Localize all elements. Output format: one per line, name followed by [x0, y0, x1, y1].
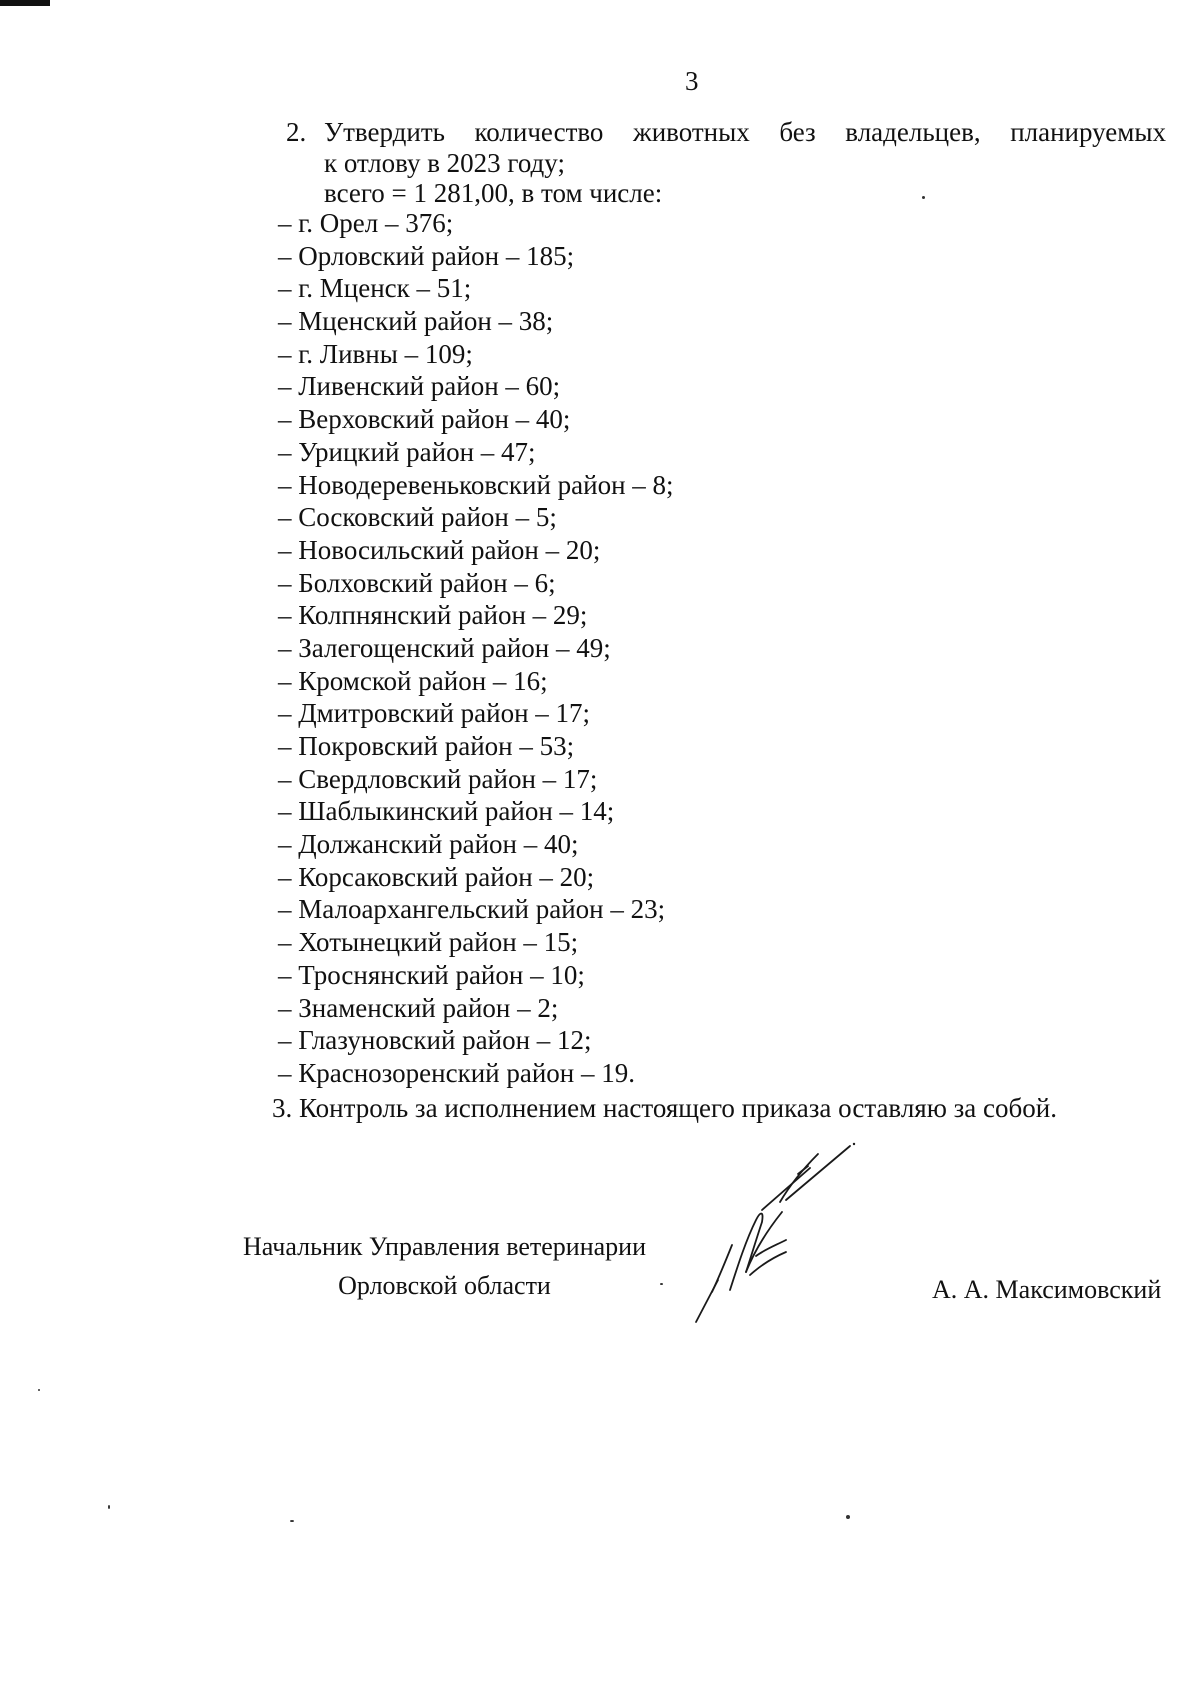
list-item: – Троснянский район – 10;: [278, 959, 585, 990]
handwritten-signature: [690, 1140, 930, 1330]
position-line-1: Начальник Управления ветеринарии: [243, 1232, 646, 1261]
list-item: – Урицкий район – 47;: [278, 436, 536, 467]
list-item: – г. Мценск – 51;: [278, 273, 472, 304]
list-item: – Знаменский район – 2;: [278, 992, 559, 1023]
list-item: – Орловский район – 185;: [278, 240, 575, 271]
page-number: 3: [685, 66, 699, 96]
list-item: – Дмитровский район – 17;: [278, 698, 591, 729]
list-item: – Колпнянский район – 29;: [278, 600, 588, 631]
item2-continuation-line: к отлову в 2023 году;: [324, 148, 565, 178]
list-item: – Глазуновский район – 12;: [278, 1025, 592, 1056]
list-item: – Мценский район – 38;: [278, 306, 554, 337]
list-item: – Хотынецкий район – 15;: [278, 927, 579, 958]
scan-speck: [290, 1520, 294, 1522]
list-item: – Корсаковский район – 20;: [278, 861, 595, 892]
list-item: – Болховский район – 6;: [278, 567, 556, 598]
item2-number: 2.: [286, 117, 307, 147]
scan-speck: [38, 1389, 40, 1391]
list-item: – Должанский район – 40;: [278, 829, 579, 860]
list-item: – Покровский район – 53;: [278, 731, 575, 761]
item3-paragraph: 3. Контроль за исполнением настоящего приказа оставляю за собой.: [272, 1093, 1057, 1123]
scan-speck: [660, 1283, 663, 1285]
list-item: – Новодеревеньковский район – 8;: [278, 469, 674, 500]
list-item: – Залегощенский район – 49;: [278, 632, 611, 663]
list-item: – г. Орел – 376;: [278, 208, 454, 238]
signer-name: А. А. Максимовский: [932, 1275, 1162, 1304]
item2-heading-text: Утвердить количество животных без владельцев, планируемых: [324, 117, 1166, 147]
list-item: – Свердловский район – 17;: [278, 763, 598, 794]
list-item: – г. Ливны – 109;: [278, 338, 473, 369]
position-line-2: Орловской области: [338, 1271, 551, 1300]
list-item: – Кромской район – 16;: [278, 665, 548, 696]
scan-speck: [108, 1505, 110, 1509]
list-item: – Краснозоренский район – 19.: [278, 1057, 635, 1088]
item2-heading-line: [286, 117, 1166, 148]
list-item: – Шаблыкинский район – 14;: [278, 796, 615, 827]
district-list: [278, 207, 674, 1090]
signatory-position: [222, 1227, 667, 1305]
list-item: – Новосильский район – 20;: [278, 534, 601, 565]
list-item: – Малоархангельский район – 23;: [278, 894, 666, 925]
list-item: – Верховский район – 40;: [278, 404, 571, 435]
list-item: – Сосковский район – 5;: [278, 502, 557, 533]
item2-total-line: всего = 1 281,00, в том числе:: [324, 178, 663, 208]
scan-speck: [846, 1515, 850, 1519]
scan-edge-mark: [0, 0, 50, 6]
scan-speck: [922, 196, 925, 199]
list-item: – Ливенский район – 60;: [278, 371, 561, 402]
